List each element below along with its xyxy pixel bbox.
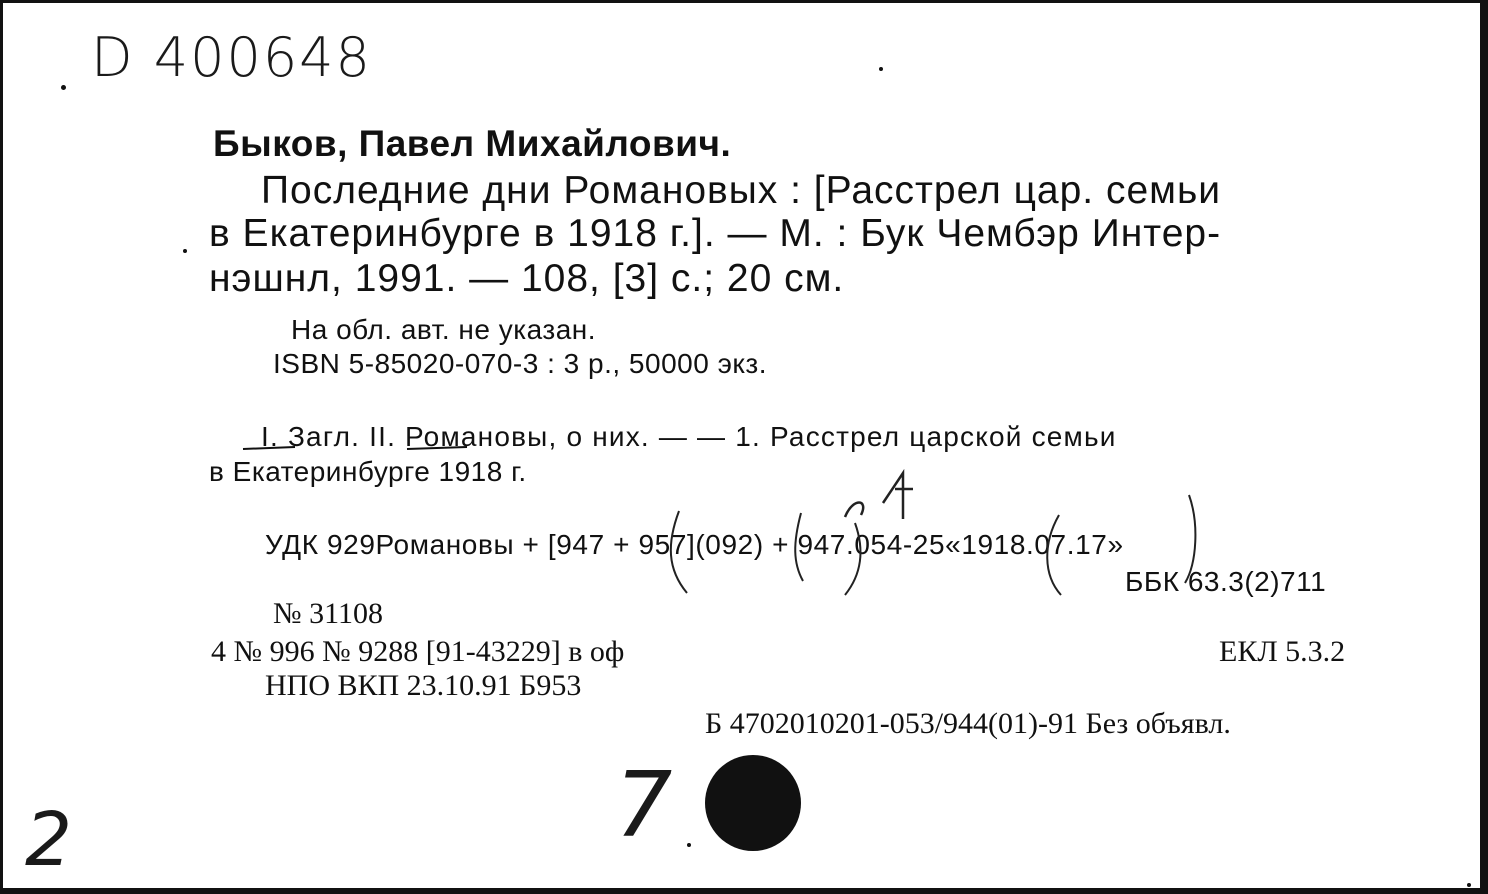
underline-mark-1 [243, 447, 295, 449]
handwritten-call-number: D 400648 [91, 26, 372, 89]
bracket-mark-2 [795, 513, 803, 581]
bracket-mark-5 [1185, 495, 1195, 583]
tracing-line-1: I. Загл. II. Романовы, о них. — — 1. Расстрел царской семьи [261, 421, 1117, 452]
note-author: На обл. авт. не указан. [291, 314, 597, 345]
bracket-mark-3 [845, 523, 860, 595]
title-line-2: в Екатеринбурге в 1918 г.]. — М. : Бук Чембэр Интер- [209, 212, 1222, 255]
handwritten-left-mark: 2 [25, 797, 73, 883]
tracing-line-2: в Екатеринбурге 1918 г. [209, 456, 527, 487]
bracket-mark-1 [671, 511, 687, 593]
bracket-mark-4 [1047, 515, 1061, 595]
bbk-classification: ББК 63.3(2)711 [1125, 566, 1327, 597]
handwritten-bottom-mark: 7 [615, 753, 673, 858]
title-line-1: Последние дни Романовых : [Расстрел цар. семьи [261, 169, 1222, 212]
pencil-annotations [3, 3, 1480, 888]
ekl-code: ЕКЛ 5.3.2 [1219, 635, 1346, 668]
author-heading: Быков, Павел Михайлович. [213, 123, 732, 164]
card-number: № 31108 [273, 597, 384, 630]
underline-mark-2 [407, 447, 467, 449]
pencil-number-mark [845, 473, 913, 519]
udk-classification: УДК 929Романовы + [947 + 957](092) + 947.054-25«1918.07.17» [265, 529, 1124, 560]
note-isbn: ISBN 5-85020-070-3 : 3 р., 50000 экз. [273, 348, 768, 379]
publication-code: Б 4702010201-053/944(01)-91 Без объявл. [705, 707, 1231, 740]
npo-line: НПО ВКП 23.10.91 Б953 [265, 669, 582, 702]
title-line-3: нэшнл, 1991. — 108, [3] с.; 20 см. [209, 257, 845, 300]
order-line: 4 № 996 № 9288 [91-43229] в оф [211, 635, 625, 668]
